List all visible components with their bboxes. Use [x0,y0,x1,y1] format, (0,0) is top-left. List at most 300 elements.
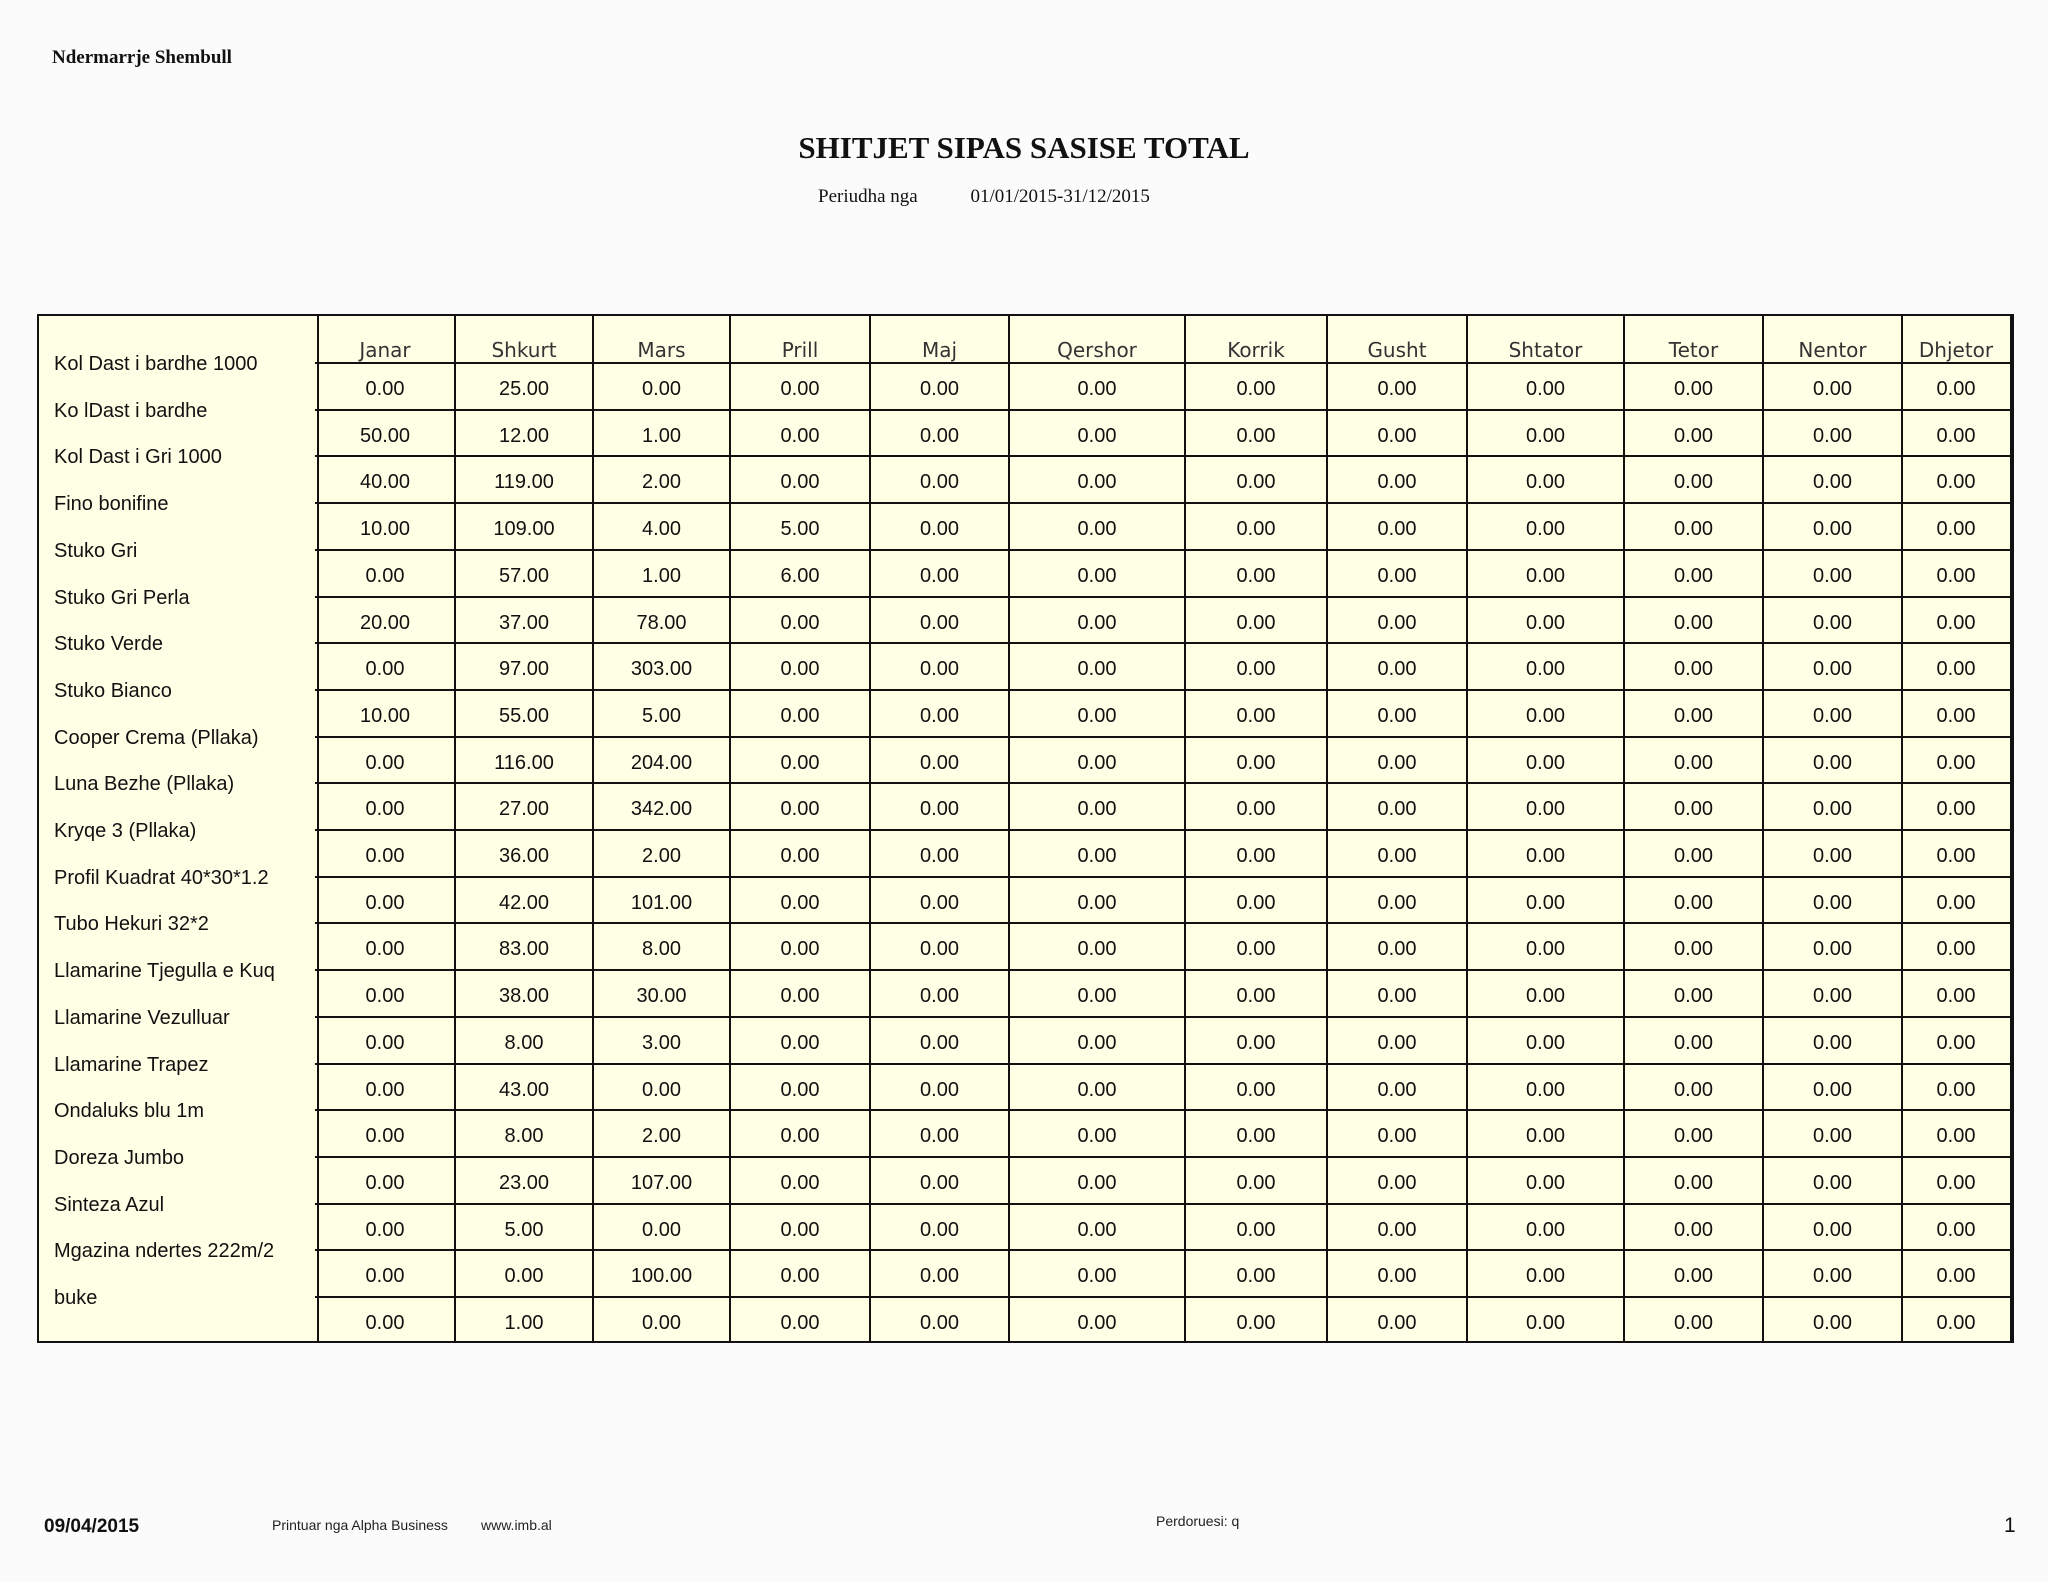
quantity-cell: 78.00 [636,612,687,634]
quantity-cell: 0.00 [920,378,959,400]
quantity-cell: 0.00 [365,798,405,820]
quantity-cell: 0.00 [1236,378,1276,400]
quantity-cell: 25.00 [498,378,550,400]
quantity-cell: 0.00 [642,1219,681,1241]
quantity-cell: 10.00 [359,705,411,727]
quantity-cell: 0.00 [1813,845,1852,867]
quantity-cell: 0.00 [1936,938,1976,960]
product-name: Ondaluks blu 1m [54,1100,205,1122]
row-divider [315,409,2010,411]
row-divider [315,1296,2010,1298]
row-divider [315,549,2010,551]
quantity-cell: 0.00 [1077,798,1117,820]
quantity-cell: 0.00 [1236,1032,1276,1054]
quantity-cell: 0.00 [920,425,959,447]
quantity-cell: 10.00 [359,518,411,540]
quantity-cell: 0.00 [642,1312,681,1334]
quantity-cell: 0.00 [920,471,959,493]
quantity-cell: 100.00 [630,1265,693,1287]
quantity-cell: 0.00 [1674,985,1713,1007]
quantity-cell: 0.00 [1936,1265,1976,1287]
quantity-cell: 6.00 [780,565,820,587]
quantity-cell: 4.00 [642,518,681,540]
quantity-cell: 0.00 [1936,518,1976,540]
product-name: Kol Dast i bardhe 1000 [54,353,258,375]
quantity-cell: 0.00 [1526,845,1565,867]
quantity-cell: 0.00 [1077,892,1117,914]
quantity-cell: 0.00 [920,892,959,914]
quantity-cell: 0.00 [1377,1125,1417,1147]
quantity-cell: 0.00 [780,425,820,447]
quantity-cell: 0.00 [1674,752,1713,774]
quantity-cell: 0.00 [1077,471,1117,493]
quantity-cell: 0.00 [920,985,959,1007]
footer-printed-by: Printuar nga Alpha Business [272,1517,448,1533]
quantity-cell: 0.00 [780,705,820,727]
quantity-cell: 0.00 [1674,1172,1713,1194]
quantity-cell: 0.00 [1674,892,1713,914]
quantity-cell: 0.00 [1377,798,1417,820]
quantity-cell: 0.00 [365,658,405,680]
quantity-cell: 101.00 [630,892,693,914]
quantity-cell: 0.00 [1526,892,1565,914]
quantity-cell: 0.00 [1936,798,1976,820]
quantity-cell: 0.00 [504,1265,544,1287]
quantity-cell: 0.00 [1526,658,1565,680]
quantity-cell: 0.00 [1526,1312,1565,1334]
company-name: Ndermarrje Shembull [52,47,232,68]
quantity-cell: 0.00 [365,752,405,774]
quantity-cell: 0.00 [920,1172,959,1194]
quantity-cell: 5.00 [780,518,820,540]
quantity-cell: 0.00 [365,1265,405,1287]
quantity-cell: 119.00 [494,471,554,493]
quantity-cell: 0.00 [365,1219,405,1241]
row-divider [315,1063,2010,1065]
quantity-cell: 0.00 [1377,612,1417,634]
quantity-cell: 0.00 [1077,658,1117,680]
quantity-cell: 0.00 [1813,892,1852,914]
report-period [818,186,1150,208]
quantity-cell: 0.00 [1077,705,1117,727]
quantity-cell: 0.00 [1377,425,1417,447]
month-header: Shkurt [491,338,557,362]
product-name: Stuko Gri [54,540,138,562]
row-divider [315,969,2010,971]
row-divider [315,689,2010,691]
quantity-cell: 0.00 [1813,471,1852,493]
quantity-cell: 0.00 [1377,705,1417,727]
product-name: Kol Dast i Gri 1000 [54,446,222,468]
product-name: Llamarine Tjegulla e Kuq [54,960,275,982]
quantity-cell: 0.00 [1674,845,1713,867]
month-header: Tetor [1668,338,1719,362]
row-divider [315,642,2010,644]
quantity-cell: 0.00 [1526,612,1565,634]
quantity-cell: 0.00 [365,565,405,587]
quantity-cell: 0.00 [1813,705,1852,727]
quantity-cell: 0.00 [780,658,820,680]
quantity-cell: 0.00 [1377,938,1417,960]
quantity-cell: 0.00 [1813,1079,1852,1101]
row-divider [315,1156,2010,1158]
quantity-cell: 43.00 [498,1079,550,1101]
quantity-cell: 0.00 [1377,892,1417,914]
quantity-cell: 0.00 [1813,1032,1852,1054]
quantity-cell: 0.00 [1526,1032,1565,1054]
quantity-cell: 0.00 [1526,1265,1565,1287]
quantity-cell: 0.00 [365,938,405,960]
row-divider [315,876,2010,878]
quantity-cell: 0.00 [1377,1265,1417,1287]
product-name: Sinteza Azul [54,1194,165,1216]
quantity-cell: 0.00 [365,845,405,867]
report-title: SHITJET SIPAS SASISE TOTAL [798,130,1250,165]
quantity-cell: 30.00 [636,985,687,1007]
quantity-cell: 0.00 [1674,658,1713,680]
product-name: Stuko Verde [54,633,163,655]
quantity-cell: 0.00 [1936,1312,1976,1334]
quantity-cell: 0.00 [920,705,959,727]
quantity-cell: 0.00 [1236,518,1276,540]
quantity-cell: 0.00 [780,1219,820,1241]
quantity-cell: 204.00 [630,752,693,774]
quantity-cell: 0.00 [1813,985,1852,1007]
period-value: 01/01/2015-31/12/2015 [970,186,1150,207]
quantity-cell: 0.00 [1236,1312,1276,1334]
quantity-cell: 0.00 [780,1265,820,1287]
quantity-cell: 0.00 [1674,938,1713,960]
quantity-cell: 116.00 [494,752,554,774]
quantity-cell: 50.00 [359,425,411,447]
quantity-cell: 0.00 [365,1079,405,1101]
product-name: Fino bonifine [54,493,169,515]
quantity-cell: 0.00 [1236,612,1276,634]
quantity-cell: 0.00 [365,1312,405,1334]
quantity-cell: 0.00 [1936,1219,1976,1241]
quantity-cell: 40.00 [359,471,411,493]
row-divider [315,782,2010,784]
quantity-cell: 0.00 [1236,471,1276,493]
quantity-cell: 23.00 [498,1172,550,1194]
quantity-cell: 0.00 [1236,845,1276,867]
quantity-cell: 0.00 [1813,798,1852,820]
product-name: Profil Kuadrat 40*30*1.2 [54,867,269,889]
quantity-cell: 109.00 [493,518,555,540]
quantity-cell: 0.00 [1236,1265,1276,1287]
quantity-cell: 0.00 [1236,1172,1276,1194]
quantity-cell: 0.00 [1936,1079,1976,1101]
quantity-cell: 0.00 [1813,1265,1852,1287]
monthly-grid [315,314,2014,1343]
quantity-cell: 0.00 [1813,565,1852,587]
quantity-cell: 0.00 [1526,1125,1565,1147]
quantity-cell: 37.00 [498,612,550,634]
quantity-cell: 107.00 [630,1172,693,1194]
quantity-cell: 0.00 [1813,1219,1852,1241]
page-number: 1 [2004,1514,2016,1537]
quantity-cell: 0.00 [780,378,820,400]
row-divider [315,596,2010,598]
quantity-cell: 0.00 [1236,938,1276,960]
quantity-cell: 0.00 [1936,425,1976,447]
quantity-cell: 3.00 [642,1032,681,1054]
quantity-cell: 0.00 [1377,378,1417,400]
quantity-cell: 0.00 [1936,752,1976,774]
quantity-cell: 0.00 [365,378,405,400]
quantity-cell: 1.00 [504,1312,544,1334]
product-name: Stuko Gri Perla [54,587,190,609]
quantity-cell: 0.00 [1936,1125,1976,1147]
quantity-cell: 0.00 [1674,425,1713,447]
quantity-cell: 303.00 [630,658,693,680]
product-name: Cooper Crema (Pllaka) [54,727,259,749]
quantity-cell: 0.00 [1936,985,1976,1007]
quantity-cell: 0.00 [780,612,820,634]
quantity-cell: 0.00 [365,1172,405,1194]
quantity-cell: 5.00 [642,705,681,727]
quantity-cell: 0.00 [1077,1032,1117,1054]
quantity-cell: 0.00 [1936,1172,1976,1194]
quantity-cell: 0.00 [920,798,959,820]
quantity-cell: 0.00 [1236,565,1276,587]
quantity-cell: 0.00 [1936,705,1976,727]
product-name: Doreza Jumbo [54,1147,185,1169]
quantity-cell: 0.00 [1236,705,1276,727]
quantity-cell: 0.00 [1526,705,1565,727]
row-divider [315,736,2010,738]
quantity-cell: 0.00 [1674,1125,1713,1147]
quantity-cell: 2.00 [642,845,681,867]
quantity-cell: 0.00 [365,985,405,1007]
quantity-cell: 0.00 [780,798,820,820]
footer-date: 09/04/2015 [44,1516,140,1537]
quantity-cell: 38.00 [498,985,550,1007]
quantity-cell: 0.00 [1077,425,1117,447]
quantity-cell: 0.00 [1674,1032,1713,1054]
quantity-cell: 20.00 [359,612,411,634]
product-name: Kryqe 3 (Pllaka) [54,820,197,842]
quantity-cell: 0.00 [1526,425,1565,447]
month-header: Prill [781,338,819,362]
product-name: Llamarine Vezulluar [54,1007,230,1029]
quantity-cell: 97.00 [498,658,550,680]
quantity-cell: 0.00 [1377,658,1417,680]
quantity-cell: 0.00 [1526,752,1565,774]
quantity-cell: 0.00 [1236,892,1276,914]
quantity-cell: 0.00 [1936,565,1976,587]
quantity-cell: 0.00 [780,845,820,867]
product-name: Llamarine Trapez [54,1054,209,1076]
quantity-cell: 0.00 [780,892,820,914]
quantity-cell: 0.00 [1077,378,1117,400]
quantity-cell: 0.00 [1236,1079,1276,1101]
quantity-cell: 0.00 [1526,471,1565,493]
quantity-cell: 0.00 [1526,378,1565,400]
quantity-cell: 0.00 [920,752,959,774]
quantity-cell: 0.00 [920,938,959,960]
quantity-cell: 0.00 [1377,471,1417,493]
quantity-cell: 0.00 [1236,798,1276,820]
footer-website: www.imb.al [481,1517,552,1533]
quantity-cell: 0.00 [1674,705,1713,727]
quantity-cell: 0.00 [1936,612,1976,634]
quantity-cell: 0.00 [1377,1079,1417,1101]
quantity-cell: 57.00 [498,565,550,587]
quantity-cell: 0.00 [780,752,820,774]
quantity-cell: 0.00 [1377,752,1417,774]
quantity-cell: 0.00 [1236,1125,1276,1147]
quantity-cell: 0.00 [1077,752,1117,774]
quantity-cell: 0.00 [1813,938,1852,960]
product-name: Luna Bezhe (Pllaka) [54,773,235,795]
quantity-cell: 0.00 [1813,518,1852,540]
quantity-cell: 0.00 [1077,1079,1117,1101]
month-header: Gusht [1367,338,1427,362]
quantity-cell: 0.00 [780,985,820,1007]
quantity-cell: 0.00 [1674,471,1713,493]
quantity-cell: 0.00 [780,1172,820,1194]
quantity-cell: 0.00 [1077,565,1117,587]
quantity-cell: 0.00 [1077,1312,1117,1334]
quantity-cell: 0.00 [1077,985,1117,1007]
quantity-cell: 0.00 [1377,518,1417,540]
quantity-cell: 0.00 [1674,798,1713,820]
quantity-cell: 0.00 [780,1032,820,1054]
quantity-cell: 1.00 [642,565,681,587]
quantity-cell: 0.00 [642,378,681,400]
quantity-cell: 0.00 [780,1312,820,1334]
product-name: Mgazina ndertes 222m/2 [54,1240,275,1262]
quantity-cell: 0.00 [1236,752,1276,774]
quantity-cell: 0.00 [1674,1265,1713,1287]
quantity-cell: 0.00 [920,565,959,587]
quantity-cell: 0.00 [1674,1312,1713,1334]
quantity-cell: 0.00 [780,938,820,960]
product-name-column [37,314,319,1343]
quantity-cell: 0.00 [920,1032,959,1054]
quantity-cell: 36.00 [498,845,550,867]
quantity-cell: 0.00 [920,1219,959,1241]
quantity-cell: 0.00 [365,1125,405,1147]
row-divider [315,455,2010,457]
quantity-cell: 0.00 [1674,612,1713,634]
quantity-cell: 0.00 [1077,1172,1117,1194]
month-header: Korrik [1227,338,1285,362]
quantity-cell: 0.00 [1813,1125,1852,1147]
month-header: Mars [637,338,686,362]
quantity-cell: 8.00 [642,938,681,960]
quantity-cell: 0.00 [1236,425,1276,447]
quantity-cell: 0.00 [1526,1172,1565,1194]
row-divider [315,829,2010,831]
quantity-cell: 0.00 [1077,1219,1117,1241]
quantity-cell: 0.00 [1936,471,1976,493]
quantity-cell: 0.00 [780,471,820,493]
quantity-cell: 0.00 [1526,518,1565,540]
quantity-cell: 83.00 [498,938,550,960]
quantity-cell: 0.00 [1077,1265,1117,1287]
quantity-cell: 0.00 [1377,1219,1417,1241]
product-name: buke [54,1287,98,1309]
row-divider [315,1016,2010,1018]
quantity-cell: 0.00 [1813,612,1852,634]
product-name: Stuko Bianco [54,680,172,702]
quantity-cell: 0.00 [1236,1219,1276,1241]
quantity-cell: 0.00 [1674,565,1713,587]
quantity-cell: 0.00 [1936,845,1976,867]
product-name: Tubo Hekuri 32*2 [54,913,209,935]
quantity-cell: 0.00 [1526,985,1565,1007]
quantity-cell: 0.00 [920,658,959,680]
quantity-cell: 0.00 [1674,1079,1713,1101]
quantity-cell: 0.00 [1377,1172,1417,1194]
quantity-cell: 0.00 [1077,518,1117,540]
quantity-cell: 0.00 [1674,1219,1713,1241]
quantity-cell: 0.00 [1236,658,1276,680]
row-divider [315,502,2010,504]
quantity-cell: 0.00 [1526,798,1565,820]
quantity-cell: 342.00 [630,798,693,820]
quantity-cell: 0.00 [1813,1312,1852,1334]
month-header: Dhjetor [1918,338,1994,362]
row-divider [315,1109,2010,1111]
product-name: Ko lDast i bardhe [54,400,208,422]
quantity-cell: 0.00 [365,892,405,914]
quantity-cell: 0.00 [1674,518,1713,540]
period-label: Periudha nga [818,186,918,207]
footer-user: Perdoruesi: q [1156,1513,1240,1529]
quantity-cell: 0.00 [642,1079,681,1101]
quantity-cell: 0.00 [1813,658,1852,680]
quantity-cell: 0.00 [1674,378,1713,400]
quantity-cell: 0.00 [1813,752,1852,774]
quantity-cell: 12.00 [498,425,550,447]
quantity-cell: 0.00 [1936,658,1976,680]
quantity-cell: 0.00 [1936,1032,1976,1054]
quantity-cell: 0.00 [1526,1219,1565,1241]
quantity-cell: 0.00 [920,845,959,867]
row-divider [315,1203,2010,1205]
quantity-cell: 27.00 [498,798,550,820]
quantity-cell: 0.00 [1377,1032,1417,1054]
month-header: Nentor [1798,338,1867,362]
quantity-cell: 0.00 [920,518,959,540]
quantity-cell: 0.00 [1377,845,1417,867]
quantity-cell: 55.00 [498,705,550,727]
quantity-cell: 0.00 [920,1079,959,1101]
quantity-cell: 0.00 [1236,985,1276,1007]
quantity-cell: 0.00 [1377,985,1417,1007]
quantity-cell: 8.00 [504,1125,544,1147]
quantity-cell: 42.00 [498,892,550,914]
quantity-cell: 0.00 [1077,938,1117,960]
month-header: Maj [921,338,958,362]
quantity-cell: 2.00 [642,1125,681,1147]
quantity-cell: 5.00 [504,1219,544,1241]
quantity-cell: 0.00 [365,1032,405,1054]
row-divider [315,1249,2010,1251]
quantity-cell: 0.00 [1813,1172,1852,1194]
quantity-cell: 0.00 [1813,425,1852,447]
sales-table [37,314,2012,1341]
month-header: Shtator [1508,338,1583,362]
quantity-cell: 2.00 [642,471,681,493]
quantity-cell: 0.00 [920,1265,959,1287]
quantity-cell: 0.00 [920,1312,959,1334]
quantity-cell: 1.00 [642,425,681,447]
month-header: Janar [359,338,411,362]
